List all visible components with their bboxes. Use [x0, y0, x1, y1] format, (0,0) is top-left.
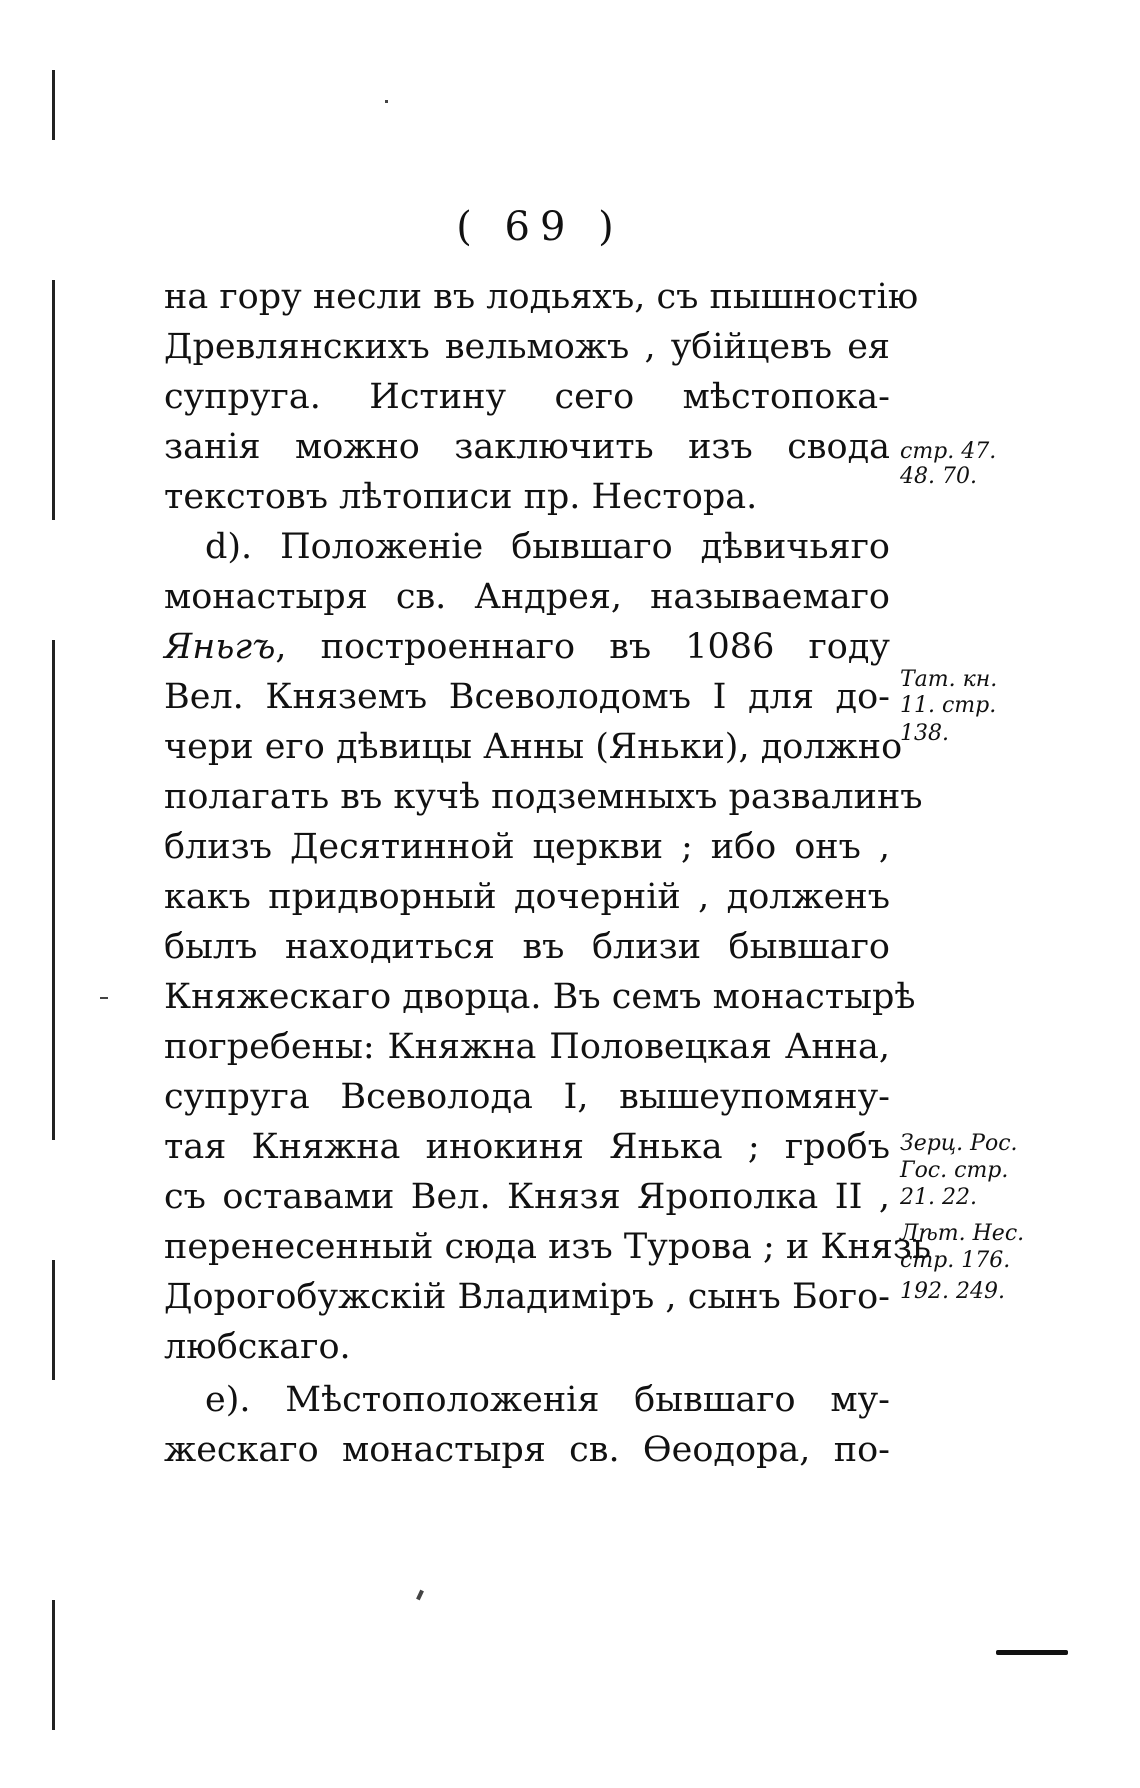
- margin-note: Зерц. Рос.: [900, 1131, 1018, 1156]
- ink-speck: [416, 1590, 424, 1601]
- text-line: близъ Десятинной церкви ; ибо онъ ,: [164, 827, 890, 867]
- page-number: ( 69 ): [456, 204, 624, 250]
- text-line: погребены: Княжна Половецкая Анна,: [164, 1027, 890, 1067]
- margin-note: Гос. стр.: [900, 1158, 1009, 1183]
- text-line: монастыря св. Андрея, называемаго: [164, 577, 890, 617]
- text-line: съ оставами Вел. Князя Ярополка II ,: [164, 1177, 890, 1217]
- place-name-italic: Яньгъ: [164, 627, 276, 667]
- page-edge-line: [52, 1260, 55, 1380]
- text-line: какъ придворный дочерній , долженъ: [164, 877, 890, 917]
- ink-speck: [100, 997, 108, 999]
- margin-note: 48. 70.: [900, 464, 977, 489]
- margin-note: 192. 249.: [900, 1279, 1005, 1304]
- text-line: Вел. Княземъ Всеволодомъ I для до-: [164, 677, 890, 717]
- text-line: чери его дѣвицы Анны (Яньки), должно: [164, 727, 903, 767]
- text-line: d). Положеніе бывшаго дѣвичьяго: [205, 527, 890, 567]
- text-line-rest: , построеннаго въ 1086 году: [275, 627, 890, 667]
- margin-note: 11. стр.: [900, 693, 997, 718]
- text-line: е). Мѣстоположенія бывшаго му-: [205, 1380, 890, 1420]
- text-line: Дорогобужскій Владиміръ , сынъ Бого-: [164, 1277, 890, 1317]
- text-line: жескаго монастыря св. Ѳеодора, по-: [164, 1430, 890, 1470]
- margin-note: Лѣт. Нес.: [900, 1221, 1025, 1246]
- ink-speck: [385, 100, 388, 103]
- text-line: полагать въ кучѣ подземныхъ развалинъ: [164, 777, 923, 817]
- text-line: на гору несли въ лодьяхъ, съ пышностію: [164, 277, 919, 317]
- text-line: былъ находиться въ близи бывшаго: [164, 927, 890, 967]
- text-line: занія можно заключить изъ свода: [164, 427, 890, 467]
- page-edge-line: [52, 70, 55, 140]
- text-line: текстовъ лѣтописи пр. Нестора.: [164, 477, 758, 517]
- margin-note: 21. 22.: [900, 1185, 977, 1210]
- margin-note: стр. 176.: [900, 1248, 1011, 1273]
- margin-note: Тат. кн.: [900, 667, 998, 692]
- text-line: Древлянскихъ вельможъ , убійцевъ ея: [164, 327, 890, 367]
- page-edge-line: [52, 640, 55, 1140]
- text-line: перенесенный сюда изъ Турова ; и Князь: [164, 1227, 932, 1267]
- margin-note: стр. 47.: [900, 439, 997, 464]
- printer-dash: [996, 1650, 1068, 1655]
- page-edge-line: [52, 280, 55, 520]
- text-line: супруга Всеволода I, вышеупомяну-: [164, 1077, 890, 1117]
- text-line: Княжескаго дворца. Въ семъ монастырѣ: [164, 977, 916, 1017]
- text-line: [164, 622, 890, 672]
- text-line: тая Княжна инокиня Янька ; гробъ: [164, 1127, 890, 1167]
- page-edge-line: [52, 1600, 55, 1730]
- text-line: любскаго.: [164, 1327, 351, 1367]
- margin-note: 138.: [900, 721, 949, 746]
- text-line: супруга. Истину сего мѣстопока-: [164, 377, 890, 417]
